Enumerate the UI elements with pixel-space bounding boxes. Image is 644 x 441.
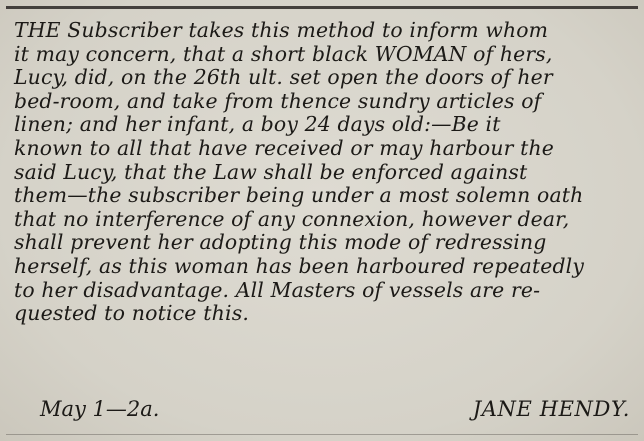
ad-line: that no interference of any connexion, however dear,	[14, 206, 570, 231]
ad-line: Lucy, did, on the 26th ult. set open the doors of her	[14, 65, 553, 90]
ad-date: May 1—2a.	[40, 397, 160, 421]
ad-line: said Lucy, that the Law shall be enforced against	[14, 159, 528, 184]
ad-line: them—the subscriber being under a most solemn oath	[14, 183, 584, 208]
ad-signature: JANE HENDY.	[472, 397, 630, 421]
ad-line: herself, as this woman has been harboured repeatedly	[14, 253, 585, 278]
ad-line: quested to notice this.	[14, 301, 250, 326]
ad-line: shall prevent her adopting this mode of redressing	[14, 230, 547, 255]
ad-line: known to all that have received or may harbour the	[14, 135, 554, 160]
top-rule	[6, 6, 638, 9]
signature-line	[40, 396, 630, 422]
ad-line: THE Subscriber takes this method to inform whom	[14, 18, 549, 42]
ad-line: to her disadvantage. All Masters of vessels are re-	[14, 277, 541, 302]
ad-line: bed-room, and take from thence sundry articles of	[14, 88, 542, 113]
advertisement-body	[14, 19, 640, 326]
ad-line: it may concern, that a short black WOMAN of hers,	[14, 41, 553, 66]
bottom-rule	[6, 434, 638, 435]
ad-line: linen; and her infant, a boy 24 days old:—Be it	[14, 112, 501, 137]
